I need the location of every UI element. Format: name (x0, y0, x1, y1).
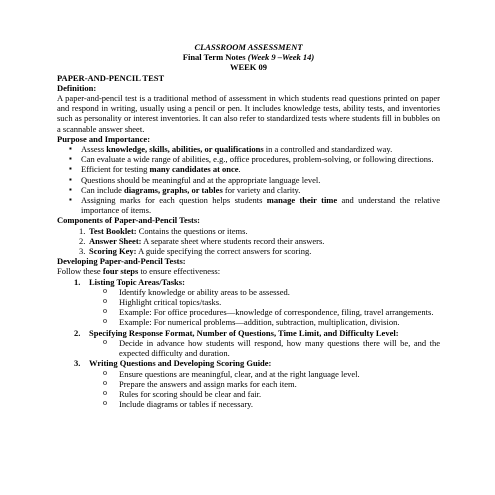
purpose-item-text-end: . (238, 164, 241, 175)
step-subitem: o Highlight critical topics/tasks. (57, 297, 440, 307)
component-label: Test Booklet: (89, 225, 137, 236)
step-number: 3. (74, 358, 81, 369)
subtitle-prefix: Final Term Notes (182, 52, 248, 63)
step-subitem: o Example: For numerical problems—addition, subtraction, multiplication, division. (57, 317, 440, 327)
definition-text: A paper-and-pencil test is a traditional method of assessment in which students read questions printed on paper and respond in writing, usually using a pencil or pen. It includes knowledge tests, ability tests, and inventories such as personality or interest inventories. It can also refer to standardized tests where students fill in bubbles on a scannable answer sheet. (57, 93, 440, 134)
purpose-item-text-end: and understand the relative importance of items. (81, 195, 441, 216)
intro-text-end: to ensure effectiveness: (138, 266, 221, 277)
intro-bold: four steps (102, 266, 139, 277)
step-subitem: o Include diagrams or tables if necessary. (57, 399, 440, 409)
document-subtitle (57, 52, 440, 62)
component-number: 1. (79, 225, 86, 236)
purpose-item-text: Can include (81, 184, 124, 195)
purpose-item (57, 185, 440, 195)
component-text: Contains the questions or items. (136, 225, 248, 236)
step-subitem: o Prepare the answers and assign marks for each item. (57, 379, 440, 389)
purpose-item-text: Assigning marks for each question helps students (81, 195, 267, 206)
step-subitem: o Rules for scoring should be clear and fair. (57, 389, 440, 399)
steps-list (57, 277, 440, 410)
purpose-item (57, 144, 440, 154)
component-number: 3. (79, 246, 86, 257)
purpose-heading: Purpose and Importance: (57, 133, 151, 144)
section-title: PAPER-AND-PENCIL TEST (57, 72, 165, 83)
purpose-item-text: Questions should be meaningful and at the appropriate language level. (81, 174, 321, 185)
components-heading: Components of Paper-and-Pencil Tests: (57, 215, 201, 226)
component-item (57, 226, 440, 236)
definition-heading: Definition: (57, 82, 97, 93)
step-title: Listing Topic Areas/Tasks: (89, 276, 185, 287)
purpose-item (57, 175, 440, 185)
step-subitem: o Example: For office procedures—knowledge of correspondence, filing, travel arrangements. (57, 307, 440, 317)
step-heading (57, 358, 440, 368)
purpose-list (57, 144, 440, 215)
purpose-item-bold: many candidates at once (149, 164, 239, 175)
purpose-item-text: Can evaluate a wide range of abilities, e.g., office procedures, problem-solving, or following directions. (81, 154, 434, 165)
component-item (57, 246, 440, 256)
purpose-item (57, 154, 440, 164)
component-text: A guide specifying the correct answers for scoring. (136, 246, 312, 257)
purpose-item-bold: diagrams, graphs, or tables (123, 184, 223, 195)
document-page (57, 42, 440, 409)
step-heading (57, 277, 440, 287)
component-label: Answer Sheet: (89, 235, 142, 246)
week-label: WEEK 09 (229, 62, 268, 73)
step-heading (57, 328, 440, 338)
intro-text: Follow these (57, 266, 103, 277)
step-subitem: o Ensure questions are meaningful, clear, and at the right language level. (57, 369, 440, 379)
purpose-item-bold: knowledge, skills, abilities, or qualifications (106, 144, 264, 155)
purpose-item-text-end: in a controlled and standardized way. (263, 144, 393, 155)
step-subitem: o Identify knowledge or ability areas to be assessed. (57, 287, 440, 297)
purpose-item-text-end: for variety and clarity. (222, 184, 301, 195)
subtitle-weeks: (Week 9 –Week 14) (247, 52, 315, 63)
component-label: Scoring Key: (89, 246, 137, 257)
component-number: 2. (79, 235, 86, 246)
developing-heading: Developing Paper-and-Pencil Tests: (57, 256, 186, 267)
developing-intro (57, 266, 440, 276)
purpose-item-bold: manage their time (266, 195, 338, 206)
step-title: Specifying Response Format, Number of Questions, Time Limit, and Difficulty Level: (89, 327, 399, 338)
components-list (57, 226, 440, 257)
document-title: CLASSROOM ASSESSMENT (194, 42, 303, 52)
step-number: 2. (74, 327, 81, 338)
step-title: Writing Questions and Developing Scoring Guide: (89, 358, 272, 369)
purpose-item-text: Assess (81, 144, 107, 155)
step-number: 1. (74, 276, 81, 287)
purpose-item (57, 164, 440, 174)
step-subitem: o Decide in advance how students will respond, how many questions there will be, and the expected difficulty and duration. (57, 338, 440, 358)
component-item (57, 236, 440, 246)
purpose-item (57, 195, 440, 215)
purpose-item-text: Efficient for testing (81, 164, 150, 175)
component-text: A separate sheet where students record their answers. (141, 235, 325, 246)
